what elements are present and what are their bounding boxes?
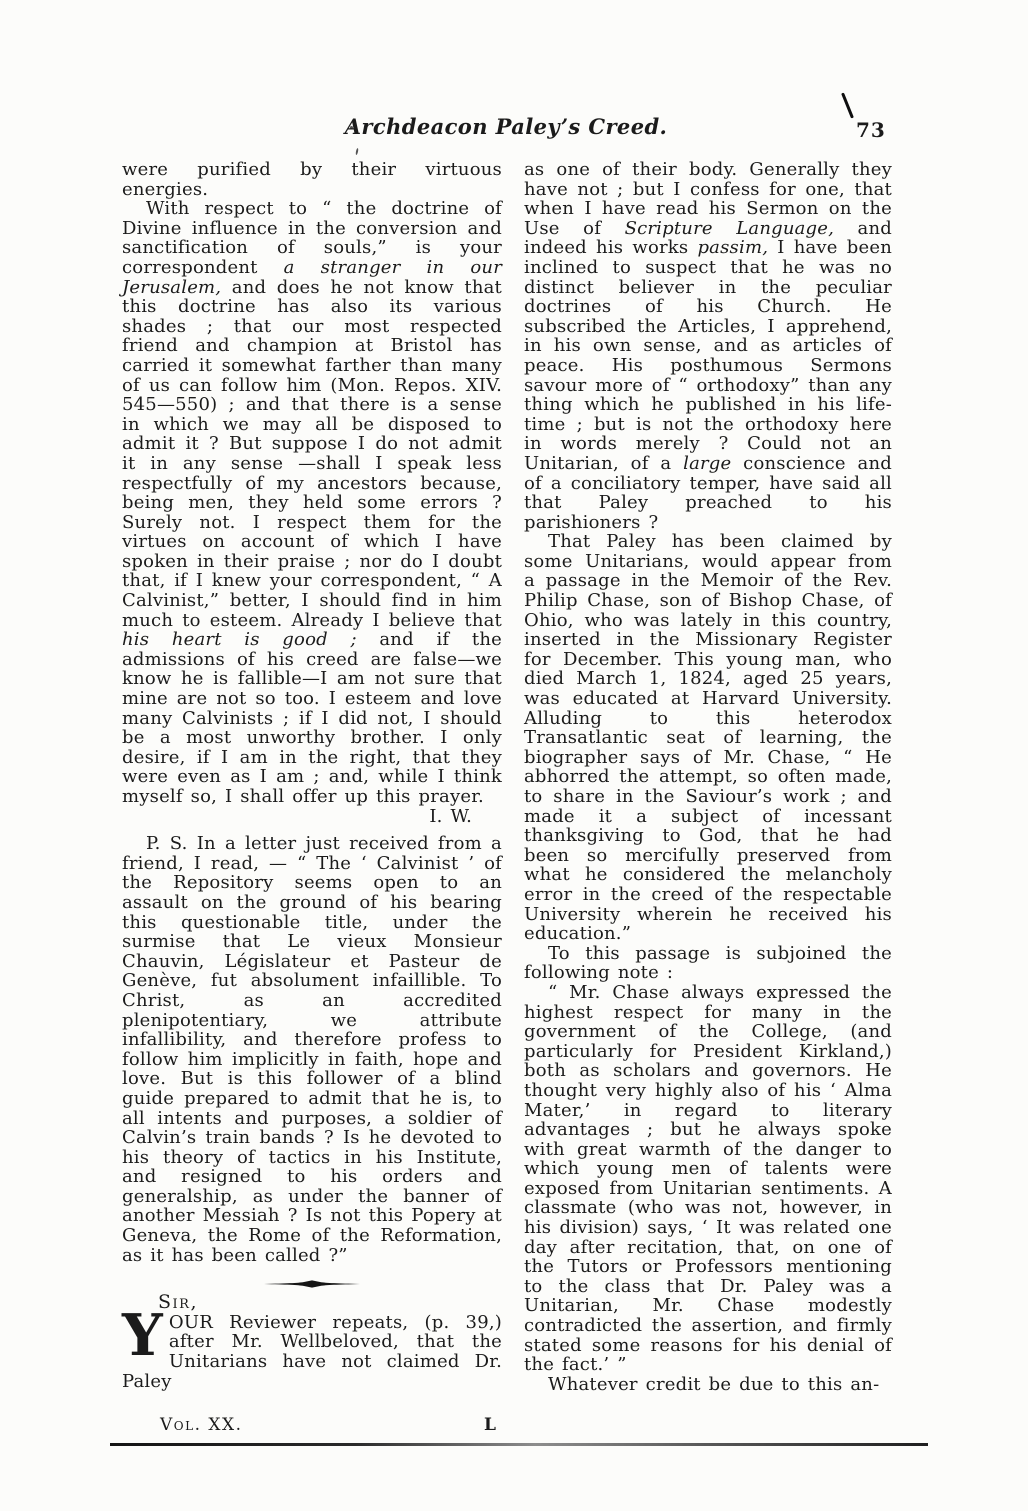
drop-cap-initial: Y bbox=[122, 1301, 163, 1369]
printer-signature-mark: L bbox=[484, 1415, 496, 1435]
opening-text: OUR Reviewer repeats, (p. 39,) after Mr. Wellbeloved, that the Unitarians have not claimed Dr. Paley bbox=[122, 1311, 502, 1392]
paragraph-continuation: were purified by their virtuous energies. bbox=[122, 159, 502, 200]
paragraph-last-line: Whatever credit be due to this an- bbox=[548, 1373, 880, 1395]
paragraph-paley-claimed: That Paley has been claimed by some Unitarians, would appear from a passage in the Memoir of the Rev. Philip Chase, son of Bishop Chase, of Ohio, who was lately in this country, inserted in the Missionary Register for December. This young man, who died March 1, 1824, aged 25 years, was educated at Harvard University. Alluding to this heterodox Transatlantic seat of learning, the biographer says of Mr. Chase, “ He abhorred the attempt, so often made, to share in the Saviour’s work ; and made it a subject of incessant thanksgiving to God, that he had been so mercifully preserved from what he considered the melancholy error in the creed of the respectable University wherein he received his education.” bbox=[524, 531, 892, 945]
paragraph-quoted-note: “ Mr. Chase always expressed the highest respect for many in the government of the College, (and particularly for President Kirkland,) both as scholars and governors. He thought very highly also of his ‘ Alma Mater,’ in regard to literary advantages ; but he always spoke with great warmth of the danger to which young men of talents were exposed from Unitarian sentiments. A classmate (who was not, however, in his division) says, ‘ It was related one day after recitation, that, on one of the Tutors or Professors mentioning to the class that Dr. Paley was a Unitarian, Mr. Chase modestly contradicted the assertion, and firmly stated some reasons for his denial of the fact.’ ” bbox=[524, 981, 892, 1376]
letter-salutation: Sir, bbox=[158, 1291, 198, 1314]
left-text-column bbox=[122, 160, 502, 1391]
volume-label: Vol. XX. bbox=[160, 1415, 243, 1435]
letter-signature: I. W. bbox=[429, 805, 472, 827]
running-head-title: Archdeacon Paley’s Creed. bbox=[344, 114, 668, 139]
scan-speck bbox=[355, 148, 358, 155]
swelled-rule-divider-ornament bbox=[264, 1279, 360, 1289]
paragraph-letter-body: With respect to “ the doctrine of Divine influence in the conversion and sanctification of souls,” is your correspondent a stranger in our Jerusalem, and does he not know that this doctrine has also its various shades ; that our most respected friend and champion at Bristol has carried it somewhat farther than many of us can follow him (Mon. Repos. XIV. 545—550) ; and that there is a sense in which we may all be disposed to admit it ? But suppose I do not admit it in any sense —shall I speak less respectfully of my ancestors because, being men, they held some errors ? Surely not. I respect them for the virtues on account of which I have spoken in their praise ; nor do I doubt that, if I knew your correspondent, “ A Calvinist,” better, I should find in him much to esteem. Already I believe that his heart is good ; and if the admissions of his creed are false—we know he is fallible—I am not sure that mine are not so too. I esteem and love many Calvinists ; if I did not, I should be a most unworthy brother. I only desire, if I am in the right, that they were even as I am ; and, while I think myself so, I shall offer up this prayer. bbox=[122, 198, 502, 807]
footer-line bbox=[122, 1415, 500, 1435]
paragraph-continuation: as one of their body. Generally they have not ; but I confess for one, that when I have read his Sermon on the Use of Scripture Language, and indeed his works passim, I have been inclined to suspect that he was no distinct believer in the peculiar doctrines of his Church. He subscribed the Articles, I apprehend, in his own sense, and as articles of peace. His posthumous Sermons savour more of “ orthodoxy” than any thing which he published in his life-time ; but is not the orthodoxy here in words merely ? Could not an Unitarian, of a large conscience and of a conciliatory temper, have said all that Paley preached to his parishioners ? bbox=[524, 159, 893, 533]
paragraph-postscript: P. S. In a letter just received from a friend, I read, — “ The ‘ Calvinist ’ of the Repository seems open to an assault on the ground of his bearing this questionable title, under the surmise that Le vieux Monsieur Chauvin, Législateur et Pasteur de Genève, fut absolument infaillible. To Christ, as an accredited plenipotentiary, we attribute infallibility, and therefore profess to follow him implicitly in faith, hope and love. But is this follower of a blind guide prepared to admit that he is, to all intents and purposes, a soldier of Calvin’s train bands ? Is he devoted to his theory of tactics in his Institute, and resigned to his orders and generalship, as under the banner of another Messiah ? Is not this Popery at Geneva, the Rome of the Reformation, as it has been called ?” bbox=[122, 833, 502, 1266]
page-number: 73 bbox=[856, 118, 886, 142]
bottom-horizontal-rule bbox=[110, 1443, 928, 1446]
paragraph-note-intro: To this passage is subjoined the following note : bbox=[524, 942, 892, 984]
right-text-column bbox=[524, 160, 892, 1394]
